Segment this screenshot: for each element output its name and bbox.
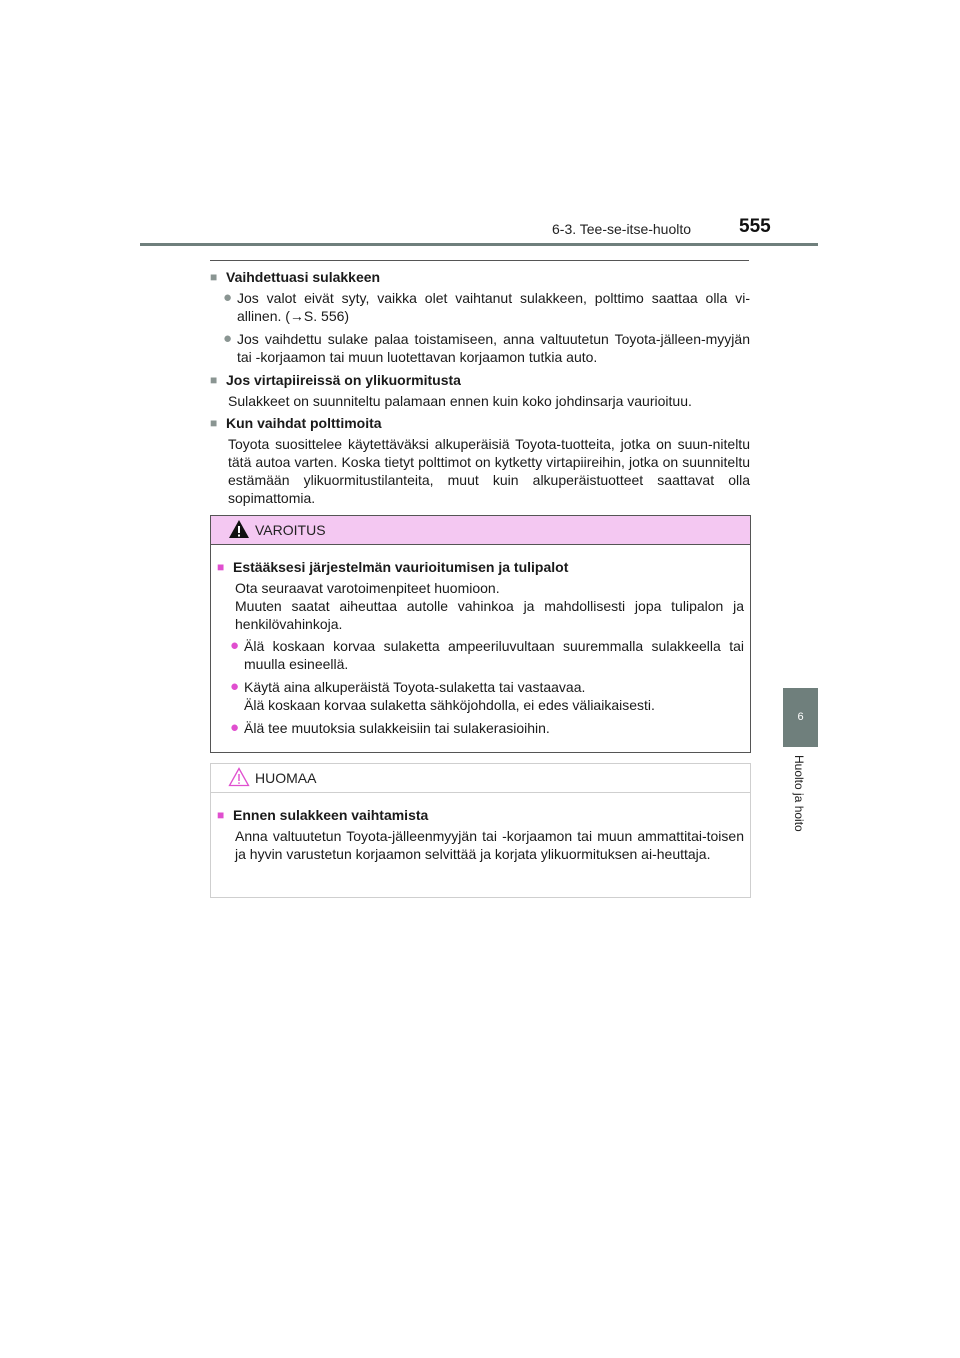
page-number: 555 <box>739 216 771 237</box>
warning-header <box>211 516 750 545</box>
section-heading: ■ Jos virtapiireissä on ylikuormitusta <box>210 372 461 388</box>
square-bullet-icon: ■ <box>217 808 225 822</box>
note-heading: ■ Ennen sulakkeen vaihtamista <box>217 807 429 823</box>
section-title: 6-3. Tee-se-itse-huolto <box>552 221 692 237</box>
circle-bullet-icon: ● <box>230 719 240 736</box>
list-item: ● Jos valot eivät syty, vaikka olet vaihtanut sulakkeen, polttimo saattaa olla vi-allinen. (→S. 556) <box>223 289 750 324</box>
paragraph: Toyota suosittelee käytettäväksi alkuperäisiä Toyota-tuotteita, jotka on suun-niteltu tätä autoa varten. Koska tietyt polttimot on kytketty virtapiireihin, jotka on suunniteltu estämään ylikuormitustilanteita, muut kuin alkuperäistuotteet saattavat olla sopimattomia. <box>228 436 750 506</box>
paragraph: Anna valtuutetun Toyota-jälleenmyyjän tai -korjaamon tai muun ammattitai-toisen ja hyvin varustetun korjaamon selvittää ja korjata ylikuormituksen ai-heuttaja. <box>235 828 744 862</box>
note-body <box>211 793 750 863</box>
list-item: ● Käytä aina alkuperäistä Toyota-sulaketta tai vastaavaa. Älä koskaan korvaa sulaketta sähköjohdolla, ei edes väliaikaisesti. <box>230 678 655 713</box>
section-heading: ■ Vaihdettuasi sulakkeen <box>210 269 381 285</box>
square-bullet-icon: ■ <box>217 560 225 574</box>
section-heading: ■ Kun vaihdat polttimoita <box>210 415 382 431</box>
list-item: ● Jos vaihdettu sulake palaa toistamiseen, anna valtuutetun Toyota-jälleen-myyjän tai -korjaamon tai muun luotettavan korjaamon tutkia auto. <box>223 330 750 365</box>
paragraph: Ota seuraavat varotoimenpiteet huomioon. Muuten saatat aiheuttaa autolle vahinkoa ja mahdollisesti jopa tulipalon ja henkilövahinkoja. <box>235 580 744 632</box>
note-header <box>211 764 750 793</box>
warning-heading: ■ Estääksesi järjestelmän vaurioitumisen ja tulipalot <box>217 559 569 575</box>
paragraph: Sulakkeet on suunniteltu palamaan ennen kuin koko johdinsarja vaurioituu. <box>228 393 692 409</box>
circle-bullet-icon: ● <box>223 289 233 306</box>
square-bullet-icon: ■ <box>210 373 218 387</box>
warning-triangle-icon <box>228 519 250 539</box>
header-rule <box>140 243 818 246</box>
caution-triangle-icon <box>228 767 250 787</box>
circle-bullet-icon: ● <box>223 330 233 347</box>
warning-label: VAROITUS <box>255 522 326 538</box>
square-bullet-icon: ■ <box>210 416 218 430</box>
chapter-tab: 6 <box>783 688 818 747</box>
divider <box>210 260 749 261</box>
note-label: HUOMAA <box>255 770 317 786</box>
list-item: ● Älä koskaan korvaa sulaketta ampeeriluvultaan suuremmalla sulakkeella tai muulla esineellä. <box>230 637 744 672</box>
circle-bullet-icon: ● <box>230 678 240 695</box>
warning-body <box>211 545 750 737</box>
warning-box <box>210 515 751 753</box>
list-item: ● Älä tee muutoksia sulakkeisiin tai sulakerasioihin. <box>230 719 550 736</box>
circle-bullet-icon: ● <box>230 637 240 654</box>
chapter-label: Huolto ja hoito <box>792 755 806 832</box>
square-bullet-icon: ■ <box>210 270 218 284</box>
main-content <box>210 266 750 511</box>
note-box <box>210 763 751 898</box>
